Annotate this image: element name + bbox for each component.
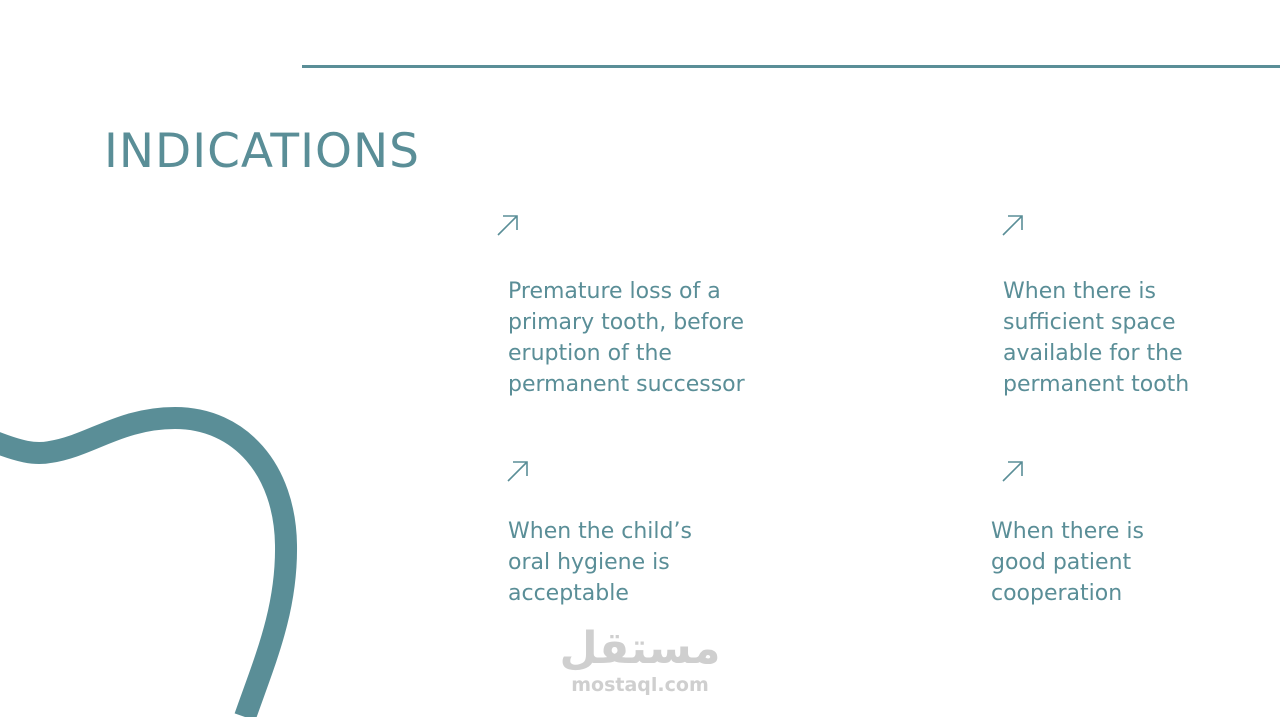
watermark <box>555 624 725 696</box>
tooth-outline-decoration <box>0 0 320 717</box>
arrow-up-right-icon <box>1001 459 1025 483</box>
indication-text-1: Premature loss of a primary tooth, before eruption of the permanent successor <box>508 279 745 397</box>
slide-title: INDICATIONS <box>104 124 420 179</box>
arrow-up-right-icon <box>496 213 520 237</box>
arrow-up-right-icon <box>506 459 530 483</box>
indication-text-3: When the child’s oral hygiene is acceptable <box>508 519 692 606</box>
watermark-arabic-text: مستقل <box>559 623 721 674</box>
arrow-up-right-icon <box>1001 213 1025 237</box>
indication-text-2: When there is sufficient space available for the permanent tooth <box>1003 279 1190 397</box>
indication-text-4: When there is good patient cooperation <box>991 519 1144 606</box>
top-divider-line <box>302 65 1280 68</box>
watermark-latin-text: mostaql.com <box>571 674 709 696</box>
